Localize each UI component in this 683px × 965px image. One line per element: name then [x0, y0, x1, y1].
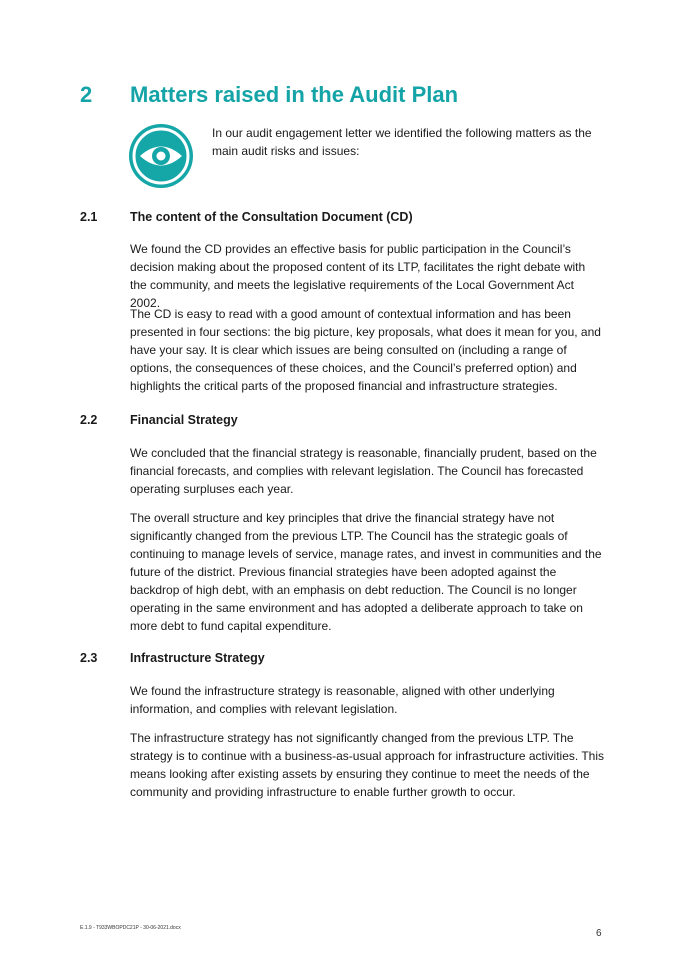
section-heading-2-2: [80, 413, 238, 427]
section-heading-2-1: [80, 210, 413, 224]
paragraph: We found the infrastructure strategy is reasonable, aligned with other underlying information, and complies with relevant legislation.: [130, 684, 555, 716]
page-number: 6: [596, 928, 602, 939]
paragraph: The overall structure and key principles that drive the financial strategy have not significantly changed from the previous LTP. The Council has the strategic goals of continuing to manage levels of service, manage rates, and invest in communities and the future of the district. Previous financial strategies have been adopted against the backdrop of high debt, with an emphasis on debt reduction. The Council is no longer operating in the same environment and has adopted a deliberate approach to take on more debt to fund capital expenditure.: [130, 511, 602, 633]
chapter-title: Matters raised in the Audit Plan: [130, 82, 459, 107]
paragraph: The infrastructure strategy has not significantly changed from the previous LTP. The strategy is to continue with a business-as-usual approach for infrastructure activities. This means looking after existing assets by ensuring they continue to meet the needs of the community and providing infrastructure to enable further growth to occur.: [130, 731, 604, 799]
document-reference: E.1.9 - T933WBOPDC21P - 30-06-2021.docx: [80, 925, 181, 931]
section-heading-2-3: [80, 651, 265, 665]
section-title: The content of the Consultation Document (CD): [130, 210, 413, 224]
paragraph: We found the CD provides an effective basis for public participation in the Council’s decision making about the proposed content of its LTP, facilitates the right debate with the community, and meets the legislative requirements of the Local Government Act 2002.: [130, 242, 586, 310]
chapter-number: 2: [80, 82, 93, 107]
intro-text: In our audit engagement letter we identified the following matters as the main audit risks and issues:: [212, 126, 592, 158]
eye-icon: [129, 124, 193, 188]
section-number: 2.2: [80, 413, 98, 427]
section-title: Financial Strategy: [130, 413, 238, 427]
chapter-heading: [80, 82, 640, 108]
section-number: 2.1: [80, 210, 98, 224]
paragraph: We concluded that the financial strategy is reasonable, financially prudent, based on the financial forecasts, and complies with relevant legislation. The Council has forecasted operating surpluses each year.: [130, 446, 597, 496]
section-title: Infrastructure Strategy: [130, 651, 265, 665]
paragraph: The CD is easy to read with a good amount of contextual information and has been presented in four sections: the big picture, key proposals, what does it mean for you, and have your say. It is clear which issues are being consulted on (including a range of options, the consequences of these choices, and the Council’s preferred option) and highlights the critical parts of the proposed financial and infrastructure strategies.: [130, 307, 601, 393]
section-number: 2.3: [80, 651, 98, 665]
